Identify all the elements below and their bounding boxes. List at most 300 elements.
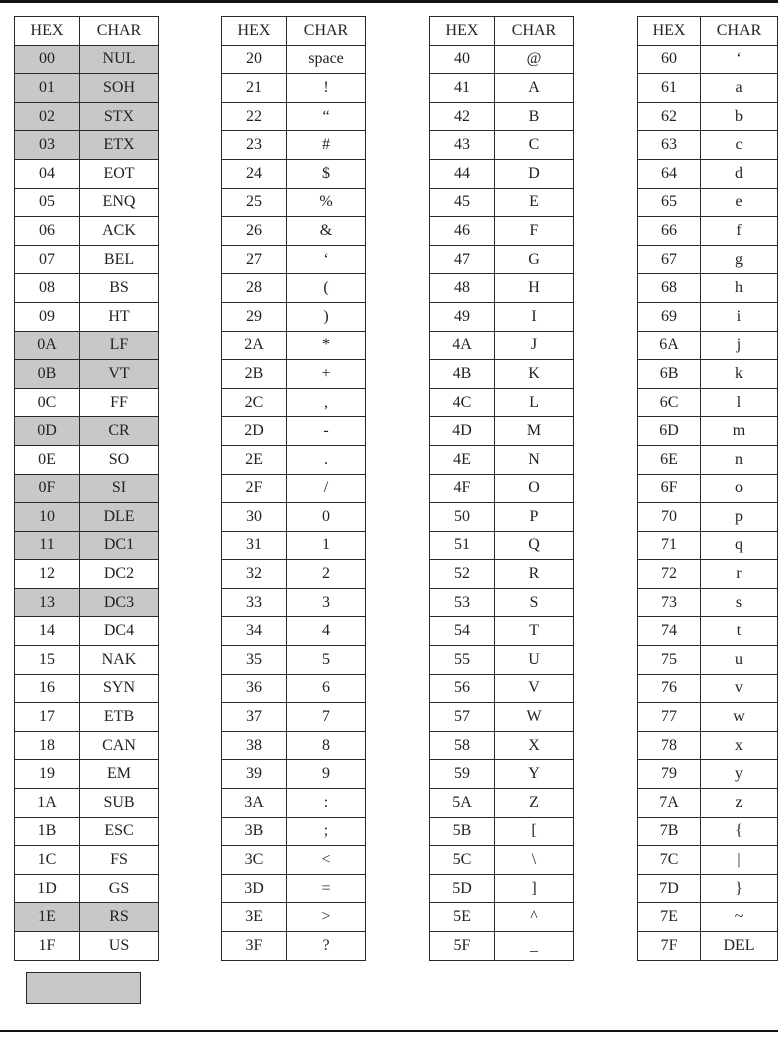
char-cell: Y xyxy=(495,760,574,789)
table-row xyxy=(430,45,574,74)
hex-cell: 16 xyxy=(15,674,80,703)
hex-cell: 71 xyxy=(638,531,701,560)
char-cell: W xyxy=(495,703,574,732)
table-row xyxy=(430,159,574,188)
table-row xyxy=(638,874,778,903)
table-row xyxy=(15,274,159,303)
char-cell: EM xyxy=(80,760,159,789)
table-row xyxy=(430,560,574,589)
hex-cell: 29 xyxy=(222,302,287,331)
table-row xyxy=(430,188,574,217)
hex-cell: 15 xyxy=(15,646,80,675)
hex-cell: 05 xyxy=(15,188,80,217)
char-cell: s xyxy=(701,588,778,617)
table-row xyxy=(222,388,366,417)
hex-cell: 26 xyxy=(222,217,287,246)
table-row xyxy=(638,360,778,389)
char-cell: VT xyxy=(80,360,159,389)
char-cell: Z xyxy=(495,789,574,818)
top-rule xyxy=(0,0,778,3)
table-row xyxy=(15,760,159,789)
hex-cell: 6B xyxy=(638,360,701,389)
hex-cell: 5C xyxy=(430,846,495,875)
char-cell: F xyxy=(495,217,574,246)
table-row xyxy=(430,503,574,532)
table-row xyxy=(222,789,366,818)
hex-cell: 7D xyxy=(638,874,701,903)
hex-cell: 19 xyxy=(15,760,80,789)
char-cell: EOT xyxy=(80,159,159,188)
hex-cell: 2D xyxy=(222,417,287,446)
char-cell: CAN xyxy=(80,731,159,760)
hex-cell: 75 xyxy=(638,646,701,675)
hex-cell: 53 xyxy=(430,588,495,617)
table-row xyxy=(638,445,778,474)
char-cell: ‘ xyxy=(287,245,366,274)
table-row xyxy=(222,45,366,74)
ascii-table-block-3 xyxy=(429,16,574,961)
table-header-row xyxy=(222,17,366,46)
table-row xyxy=(15,417,159,446)
char-cell: { xyxy=(701,817,778,846)
table-row xyxy=(222,474,366,503)
hex-cell: 4A xyxy=(430,331,495,360)
hex-cell: 70 xyxy=(638,503,701,532)
hex-cell: 28 xyxy=(222,274,287,303)
table-row xyxy=(638,817,778,846)
char-cell: x xyxy=(701,731,778,760)
hex-cell: 4F xyxy=(430,474,495,503)
char-cell: p xyxy=(701,503,778,532)
table-row xyxy=(638,417,778,446)
char-cell: V xyxy=(495,674,574,703)
table-row xyxy=(222,760,366,789)
char-cell: < xyxy=(287,846,366,875)
hex-cell: 79 xyxy=(638,760,701,789)
char-cell: > xyxy=(287,903,366,932)
hex-header: HEX xyxy=(222,17,287,46)
hex-cell: 65 xyxy=(638,188,701,217)
hex-cell: 47 xyxy=(430,245,495,274)
hex-cell: 72 xyxy=(638,560,701,589)
char-cell: N xyxy=(495,445,574,474)
char-cell: $ xyxy=(287,159,366,188)
char-cell: O xyxy=(495,474,574,503)
table-row xyxy=(430,703,574,732)
char-cell: ; xyxy=(287,817,366,846)
table-row xyxy=(430,531,574,560)
hex-cell: 6A xyxy=(638,331,701,360)
char-cell: ? xyxy=(287,932,366,961)
char-cell: ACK xyxy=(80,217,159,246)
hex-cell: 0D xyxy=(15,417,80,446)
char-cell: I xyxy=(495,302,574,331)
table-row xyxy=(15,531,159,560)
char-cell: ENQ xyxy=(80,188,159,217)
char-cell: HT xyxy=(80,302,159,331)
table-row xyxy=(430,932,574,961)
char-cell: o xyxy=(701,474,778,503)
table-row xyxy=(15,789,159,818)
hex-cell: 12 xyxy=(15,560,80,589)
hex-cell: 52 xyxy=(430,560,495,589)
char-cell: n xyxy=(701,445,778,474)
hex-cell: 34 xyxy=(222,617,287,646)
table-row xyxy=(430,131,574,160)
hex-cell: 69 xyxy=(638,302,701,331)
hex-cell: 7F xyxy=(638,932,701,961)
char-cell: ETX xyxy=(80,131,159,160)
hex-cell: 78 xyxy=(638,731,701,760)
char-cell: y xyxy=(701,760,778,789)
hex-cell: 3D xyxy=(222,874,287,903)
char-cell: ‘ xyxy=(701,45,778,74)
hex-cell: 2C xyxy=(222,388,287,417)
char-cell: f xyxy=(701,217,778,246)
table-row xyxy=(222,417,366,446)
hex-cell: 44 xyxy=(430,159,495,188)
char-cell: v xyxy=(701,674,778,703)
hex-header: HEX xyxy=(430,17,495,46)
table-row xyxy=(15,245,159,274)
table-row xyxy=(638,474,778,503)
table-row xyxy=(638,188,778,217)
char-cell: X xyxy=(495,731,574,760)
hex-cell: 4D xyxy=(430,417,495,446)
char-cell: @ xyxy=(495,45,574,74)
ascii-table-block-4 xyxy=(637,16,778,961)
table-row xyxy=(222,531,366,560)
char-header: CHAR xyxy=(495,17,574,46)
hex-cell: 25 xyxy=(222,188,287,217)
table-row xyxy=(222,331,366,360)
hex-cell: 45 xyxy=(430,188,495,217)
hex-cell: 5D xyxy=(430,874,495,903)
hex-cell: 58 xyxy=(430,731,495,760)
hex-cell: 5E xyxy=(430,903,495,932)
table-row xyxy=(430,731,574,760)
hex-cell: 22 xyxy=(222,102,287,131)
char-cell: 5 xyxy=(287,646,366,675)
hex-cell: 66 xyxy=(638,217,701,246)
hex-cell: 7C xyxy=(638,846,701,875)
char-cell: [ xyxy=(495,817,574,846)
table-row xyxy=(222,703,366,732)
table-row xyxy=(15,903,159,932)
hex-cell: 1B xyxy=(15,817,80,846)
hex-cell: 1D xyxy=(15,874,80,903)
table-row xyxy=(430,74,574,103)
table-row xyxy=(15,932,159,961)
table-row xyxy=(638,560,778,589)
char-cell: k xyxy=(701,360,778,389)
table-row xyxy=(15,560,159,589)
hex-cell: 06 xyxy=(15,217,80,246)
hex-cell: 7A xyxy=(638,789,701,818)
table-row xyxy=(15,102,159,131)
table-row xyxy=(15,445,159,474)
char-cell: E xyxy=(495,188,574,217)
table-row xyxy=(638,388,778,417)
char-cell: FF xyxy=(80,388,159,417)
char-cell: GS xyxy=(80,874,159,903)
table-row xyxy=(15,360,159,389)
table-row xyxy=(15,731,159,760)
char-cell: & xyxy=(287,217,366,246)
hex-cell: 31 xyxy=(222,531,287,560)
char-cell: K xyxy=(495,360,574,389)
table-row xyxy=(430,445,574,474)
char-cell: RS xyxy=(80,903,159,932)
hex-cell: 21 xyxy=(222,74,287,103)
hex-cell: 20 xyxy=(222,45,287,74)
char-cell: t xyxy=(701,617,778,646)
char-cell: ) xyxy=(287,302,366,331)
table-row xyxy=(222,360,366,389)
hex-cell: 04 xyxy=(15,159,80,188)
hex-cell: 0C xyxy=(15,388,80,417)
hex-cell: 56 xyxy=(430,674,495,703)
table-row xyxy=(222,874,366,903)
hex-cell: 64 xyxy=(638,159,701,188)
char-cell: u xyxy=(701,646,778,675)
char-cell: SYN xyxy=(80,674,159,703)
char-cell: \ xyxy=(495,846,574,875)
char-cell: * xyxy=(287,331,366,360)
char-cell: r xyxy=(701,560,778,589)
char-cell: _ xyxy=(495,932,574,961)
hex-cell: 11 xyxy=(15,531,80,560)
table-row xyxy=(430,331,574,360)
hex-cell: 2A xyxy=(222,331,287,360)
table-header-row xyxy=(638,17,778,46)
table-row xyxy=(222,302,366,331)
char-cell: d xyxy=(701,159,778,188)
char-cell: B xyxy=(495,102,574,131)
ascii-table-block-2 xyxy=(221,16,366,961)
table-row xyxy=(15,646,159,675)
char-cell: q xyxy=(701,531,778,560)
hex-cell: 57 xyxy=(430,703,495,732)
table-row xyxy=(15,617,159,646)
table-row xyxy=(430,674,574,703)
char-header: CHAR xyxy=(701,17,778,46)
char-cell: | xyxy=(701,846,778,875)
table-row xyxy=(638,617,778,646)
hex-cell: 27 xyxy=(222,245,287,274)
table-row xyxy=(638,274,778,303)
hex-cell: 3C xyxy=(222,846,287,875)
table-row xyxy=(222,846,366,875)
hex-cell: 49 xyxy=(430,302,495,331)
table-row xyxy=(222,159,366,188)
table-row xyxy=(638,903,778,932)
hex-cell: 41 xyxy=(430,74,495,103)
char-cell: US xyxy=(80,932,159,961)
table-row xyxy=(638,102,778,131)
hex-cell: 30 xyxy=(222,503,287,532)
hex-cell: 0A xyxy=(15,331,80,360)
hex-cell: 2B xyxy=(222,360,287,389)
table-row xyxy=(430,588,574,617)
hex-cell: 51 xyxy=(430,531,495,560)
hex-cell: 33 xyxy=(222,588,287,617)
hex-cell: 4B xyxy=(430,360,495,389)
char-cell: ] xyxy=(495,874,574,903)
hex-cell: 42 xyxy=(430,102,495,131)
char-cell: H xyxy=(495,274,574,303)
hex-cell: 17 xyxy=(15,703,80,732)
hex-cell: 68 xyxy=(638,274,701,303)
char-cell: “ xyxy=(287,102,366,131)
char-cell: 0 xyxy=(287,503,366,532)
table-row xyxy=(15,388,159,417)
hex-cell: 46 xyxy=(430,217,495,246)
char-cell: i xyxy=(701,302,778,331)
char-cell: BS xyxy=(80,274,159,303)
table-row xyxy=(638,245,778,274)
char-cell: + xyxy=(287,360,366,389)
hex-cell: 5A xyxy=(430,789,495,818)
hex-cell: 59 xyxy=(430,760,495,789)
hex-cell: 18 xyxy=(15,731,80,760)
table-row xyxy=(638,789,778,818)
table-row xyxy=(222,731,366,760)
char-header: CHAR xyxy=(287,17,366,46)
hex-cell: 2E xyxy=(222,445,287,474)
table-row xyxy=(15,302,159,331)
char-cell: ( xyxy=(287,274,366,303)
char-cell: DC1 xyxy=(80,531,159,560)
char-cell: SOH xyxy=(80,74,159,103)
char-cell: D xyxy=(495,159,574,188)
table-row xyxy=(430,474,574,503)
char-cell: m xyxy=(701,417,778,446)
char-cell: z xyxy=(701,789,778,818)
table-row xyxy=(15,131,159,160)
table-row xyxy=(15,45,159,74)
char-cell: b xyxy=(701,102,778,131)
char-cell: FS xyxy=(80,846,159,875)
hex-cell: 08 xyxy=(15,274,80,303)
table-row xyxy=(15,703,159,732)
table-row xyxy=(430,617,574,646)
table-row xyxy=(222,445,366,474)
char-cell: ETB xyxy=(80,703,159,732)
hex-cell: 7E xyxy=(638,903,701,932)
legend-swatch xyxy=(26,972,141,1004)
hex-cell: 07 xyxy=(15,245,80,274)
hex-header: HEX xyxy=(638,17,701,46)
ascii-table-body xyxy=(638,45,778,960)
char-cell: 7 xyxy=(287,703,366,732)
char-cell: NAK xyxy=(80,646,159,675)
hex-cell: 43 xyxy=(430,131,495,160)
char-cell: DLE xyxy=(80,503,159,532)
table-row xyxy=(638,731,778,760)
table-row xyxy=(15,674,159,703)
table-row xyxy=(222,74,366,103)
hex-cell: 10 xyxy=(15,503,80,532)
char-cell: NUL xyxy=(80,45,159,74)
hex-cell: 6E xyxy=(638,445,701,474)
char-cell: - xyxy=(287,417,366,446)
table-row xyxy=(638,45,778,74)
table-row xyxy=(15,874,159,903)
char-header: CHAR xyxy=(80,17,159,46)
hex-cell: 5F xyxy=(430,932,495,961)
char-cell: l xyxy=(701,388,778,417)
table-row xyxy=(430,417,574,446)
char-cell: CR xyxy=(80,417,159,446)
table-row xyxy=(15,588,159,617)
hex-cell: 0E xyxy=(15,445,80,474)
hex-cell: 39 xyxy=(222,760,287,789)
table-row xyxy=(222,560,366,589)
hex-cell: 3B xyxy=(222,817,287,846)
hex-cell: 54 xyxy=(430,617,495,646)
hex-cell: 0B xyxy=(15,360,80,389)
hex-cell: 48 xyxy=(430,274,495,303)
char-cell: T xyxy=(495,617,574,646)
char-cell: 9 xyxy=(287,760,366,789)
table-row xyxy=(15,217,159,246)
char-cell: g xyxy=(701,245,778,274)
char-cell: j xyxy=(701,331,778,360)
char-cell: DEL xyxy=(701,932,778,961)
table-row xyxy=(430,903,574,932)
table-row xyxy=(430,646,574,675)
table-row xyxy=(638,503,778,532)
table-row xyxy=(222,646,366,675)
char-cell: 6 xyxy=(287,674,366,703)
char-cell: # xyxy=(287,131,366,160)
char-cell: DC3 xyxy=(80,588,159,617)
ascii-table-body xyxy=(15,45,159,960)
table-row xyxy=(222,102,366,131)
hex-cell: 77 xyxy=(638,703,701,732)
char-cell: c xyxy=(701,131,778,160)
hex-cell: 14 xyxy=(15,617,80,646)
table-row xyxy=(15,474,159,503)
hex-cell: 63 xyxy=(638,131,701,160)
table-row xyxy=(638,331,778,360)
char-cell: STX xyxy=(80,102,159,131)
hex-cell: 38 xyxy=(222,731,287,760)
table-row xyxy=(638,302,778,331)
hex-cell: 50 xyxy=(430,503,495,532)
table-row xyxy=(222,131,366,160)
hex-cell: 1E xyxy=(15,903,80,932)
table-row xyxy=(15,159,159,188)
char-cell: M xyxy=(495,417,574,446)
table-row xyxy=(638,217,778,246)
table-row xyxy=(430,760,574,789)
table-row xyxy=(430,245,574,274)
char-cell: C xyxy=(495,131,574,160)
char-cell: 3 xyxy=(287,588,366,617)
table-row xyxy=(222,188,366,217)
char-cell: Q xyxy=(495,531,574,560)
char-cell: J xyxy=(495,331,574,360)
char-cell: SO xyxy=(80,445,159,474)
char-cell: U xyxy=(495,646,574,675)
char-cell: BEL xyxy=(80,245,159,274)
hex-cell: 09 xyxy=(15,302,80,331)
hex-cell: 62 xyxy=(638,102,701,131)
hex-cell: 73 xyxy=(638,588,701,617)
hex-cell: 1C xyxy=(15,846,80,875)
